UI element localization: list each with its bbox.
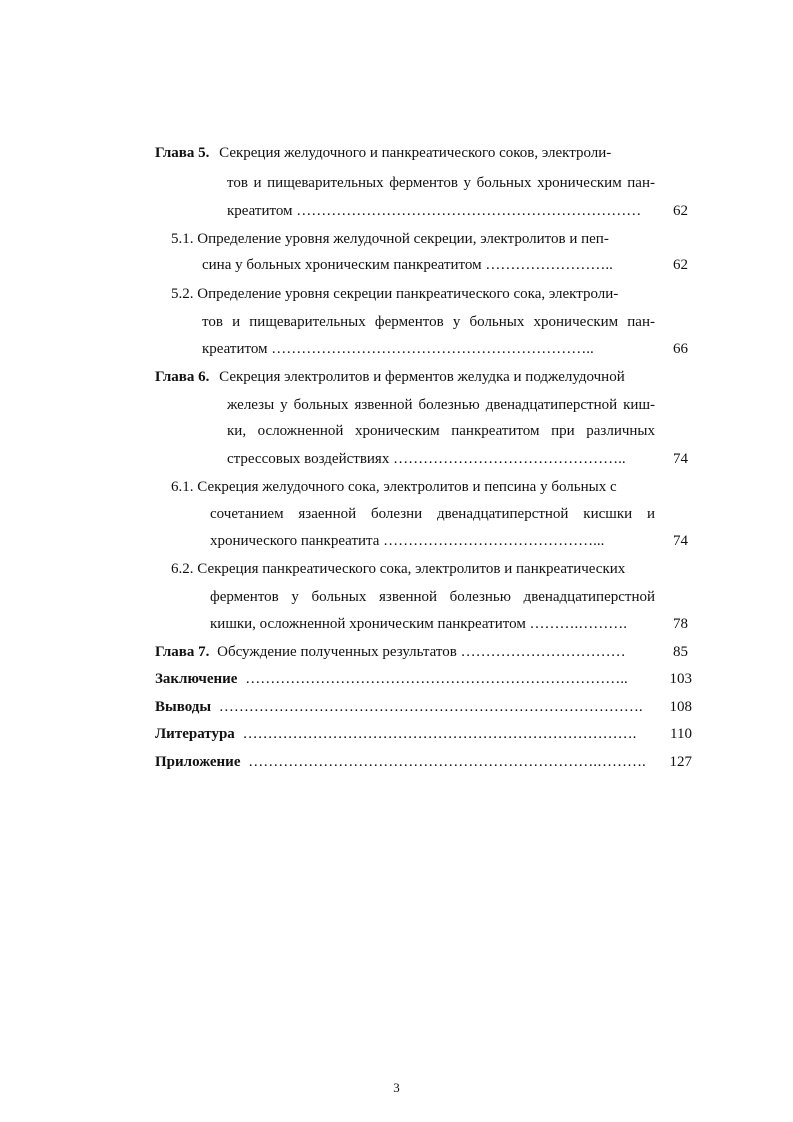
- chapter-title-line: стрессовых воздействиях ………………………………………..: [227, 451, 626, 467]
- page-number-ref: 66: [673, 341, 688, 357]
- toc-entry-chapter-6: [155, 367, 625, 387]
- toc-entry-findings: [155, 697, 652, 717]
- entry-title: Литература: [155, 726, 235, 742]
- chapter-label: Глава 7.: [155, 644, 210, 660]
- chapter-title-line: ки, осложненной хроническим панкреатитом при различных: [227, 423, 655, 439]
- page-number-ref: 85: [673, 644, 688, 660]
- leader-dots: …………………………………………………………………….: [242, 726, 637, 742]
- section-title-line: сочетанием язаенной болезни двенадцатиперстной кисшки и: [210, 506, 655, 522]
- leader-dots: ………………………………………………………………………….: [218, 699, 643, 715]
- toc-entry-appendix: [155, 752, 652, 772]
- toc-entry-section-6-1: 6.1. Секреция желудочного сока, электролитов и пепсина у больных с: [171, 479, 617, 495]
- page-number-ref: 62: [673, 203, 688, 219]
- section-title-line: кишки, осложненной хроническим панкреатитом ……….……….: [210, 616, 628, 632]
- entry-title: Выводы: [155, 699, 212, 715]
- chapter-title-line: креатитом ……………………………………………………………: [227, 203, 642, 219]
- section-title-line: ферментов у больных язвенной болезнью двенадцатиперстной: [210, 589, 655, 605]
- chapter-label: Глава 5.: [155, 145, 210, 161]
- leader-dots: …………………………………………………………………..: [245, 671, 628, 687]
- entry-title: Приложение: [155, 754, 241, 770]
- toc-entry-literature: [155, 724, 652, 744]
- leader-dots: …………………………………………………………….……….: [248, 754, 646, 770]
- chapter-title-line: Обсуждение полученных результатов ……………………………: [217, 644, 626, 660]
- section-title-line: хронического панкреатита ……………………………………...: [210, 533, 605, 549]
- page-number-ref: 103: [669, 671, 692, 687]
- chapter-title-line: железы у больных язвенной болезнью двенадцатиперстной киш-: [227, 397, 655, 413]
- chapter-title-line: Секреция желудочного и панкреатического соков, электроли-: [219, 145, 612, 161]
- page-number-ref: 74: [673, 533, 688, 549]
- page-number-ref: 127: [669, 754, 692, 770]
- page-number-ref: 110: [670, 726, 692, 742]
- section-title-line: сина у больных хроническим панкреатитом ……………………..: [202, 257, 613, 273]
- chapter-title-line: Секреция электролитов и ферментов желудка и поджелудочной: [219, 369, 625, 385]
- toc-entry-chapter-7: [155, 642, 645, 662]
- entry-title: Заключение: [155, 671, 238, 687]
- page-footer-number: 3: [393, 1080, 400, 1095]
- page-number-ref: 108: [669, 699, 692, 715]
- toc-entry-chapter-5: [155, 143, 655, 163]
- toc-entry-section-5-2: 5.2. Определение уровня секреции панкреатического сока, электроли-: [171, 286, 619, 302]
- toc-entry-conclusion: [155, 669, 652, 689]
- chapter-label: Глава 6.: [155, 369, 210, 385]
- toc-entry-section-6-2: 6.2. Секреция панкреатического сока, электролитов и панкреатических: [171, 561, 626, 577]
- chapter-title-line: тов и пищеварительных ферментов у больных хроническим пан-: [227, 175, 655, 191]
- page-number-ref: 74: [673, 451, 688, 467]
- page-number-ref: 62: [673, 257, 688, 273]
- section-title-line: тов и пищеварительных ферментов у больных хроническим пан-: [202, 314, 655, 330]
- page-number-ref: 78: [673, 616, 688, 632]
- section-title-line: креатитом ………………………………………………………..: [202, 341, 594, 357]
- toc-entry-section-5-1: 5.1. Определение уровня желудочной секреции, электролитов и пеп-: [171, 231, 609, 247]
